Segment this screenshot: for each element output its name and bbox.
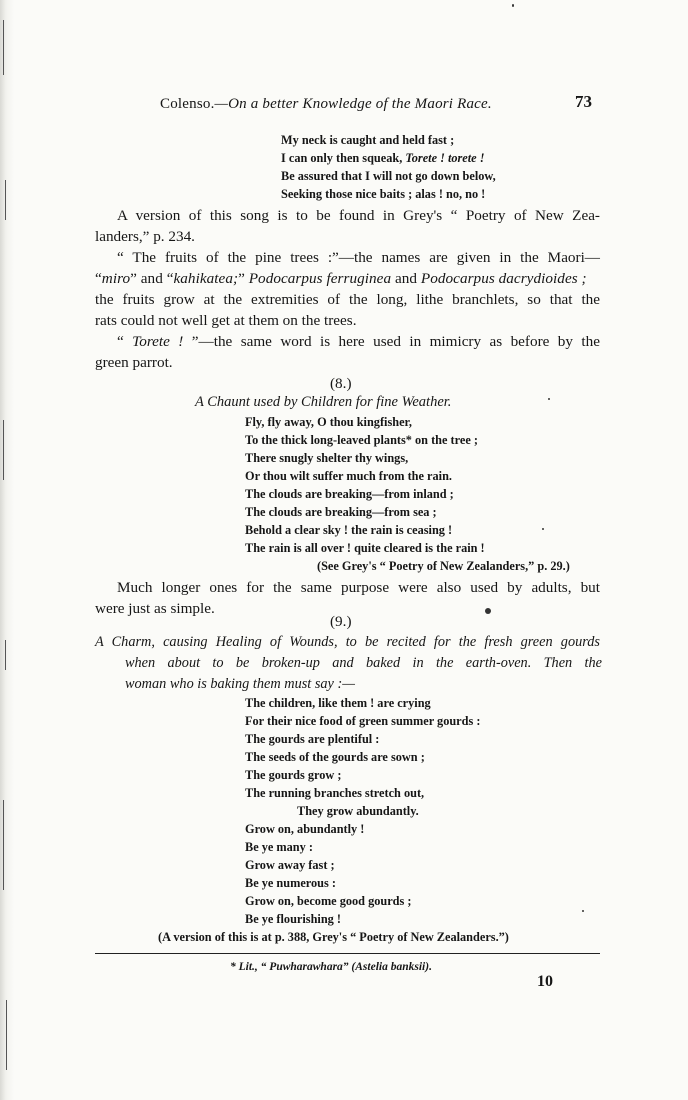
footnote: * Lit., “ Puwharawhara” (Astelia banksii). bbox=[230, 961, 432, 973]
verse-line: Behold a clear sky ! the rain is ceasing ! bbox=[245, 523, 453, 537]
verse-line: The children, like them ! are crying bbox=[245, 696, 431, 710]
ink-speck bbox=[512, 4, 514, 7]
paragraph-line: were just as simple. bbox=[95, 600, 215, 617]
running-header bbox=[160, 96, 492, 113]
paragraph-line: A version of this song is to be found in Grey's “ Poetry of New Zea- bbox=[117, 207, 600, 224]
section-number: (8.) bbox=[330, 375, 352, 392]
paragraph-line: rats could not well get at them on the trees. bbox=[95, 312, 357, 329]
header-author: Colenso. bbox=[160, 96, 215, 112]
paragraph-line: “miro” and “kahikatea;” Podocarpus ferruginea and Podocarpus dacrydioides ; bbox=[95, 270, 587, 287]
verse-line: Be ye numerous : bbox=[245, 876, 336, 890]
verse-line: The gourds grow ; bbox=[245, 768, 342, 782]
verse-line: The clouds are breaking—from inland ; bbox=[245, 487, 454, 501]
verse-line: Be ye flourishing ! bbox=[245, 912, 341, 926]
verse-line: The gourds are plentiful : bbox=[245, 732, 380, 746]
paragraph-line: Much longer ones for the same purpose were also used by adults, but bbox=[117, 579, 600, 596]
ink-speck bbox=[548, 398, 550, 400]
verse-source: (A version of this is at p. 388, Grey's “ Poetry of New Zealanders.”) bbox=[158, 930, 509, 944]
verse-line: The clouds are breaking—from sea ; bbox=[245, 505, 437, 519]
section-number: (9.) bbox=[330, 613, 352, 630]
section-title: woman who is baking them must say :— bbox=[125, 676, 355, 692]
section-title: A Charm, causing Healing of Wounds, to be recited for the fresh green gourds bbox=[95, 634, 600, 650]
footnote-rule bbox=[95, 953, 600, 954]
verse-source: (See Grey's “ Poetry of New Zealanders,” p. 29.) bbox=[317, 559, 570, 573]
verse-line: To the thick long-leaved plants* on the tree ; bbox=[245, 433, 478, 447]
ink-speck bbox=[542, 528, 544, 530]
signature-mark: 10 bbox=[537, 973, 553, 990]
verse-line: Grow on, become good gourds ; bbox=[245, 894, 412, 908]
verse1-line: My neck is caught and held fast ; bbox=[281, 133, 455, 147]
verse-line: The seeds of the gourds are sown ; bbox=[245, 750, 425, 764]
verse1-line: Seeking those nice baits ; alas ! no, no ! bbox=[281, 187, 486, 201]
section-title: when about to be broken-up and baked in the earth-oven. Then the bbox=[125, 655, 602, 671]
verse-line: For their nice food of green summer gourds : bbox=[245, 714, 481, 728]
paragraph-line: landers,” p. 234. bbox=[95, 228, 195, 245]
header-title: —On a better Knowledge of the Maori Race. bbox=[214, 96, 492, 112]
verse1-line: Be assured that I will not go down below, bbox=[281, 169, 496, 183]
verse-line: Fly, fly away, O thou kingfisher, bbox=[245, 415, 412, 429]
paragraph-line: “ Torete ! ”—the same word is here used in mimicry as before by the bbox=[117, 333, 600, 350]
ink-speck bbox=[582, 910, 584, 912]
verse-line: The running branches stretch out, bbox=[245, 786, 425, 800]
verse-line: They grow abundantly. bbox=[297, 804, 419, 818]
paragraph-line: “ The fruits of the pine trees :”—the names are given in the Maori— bbox=[117, 249, 600, 266]
section-title: A Chaunt used by Children for fine Weather. bbox=[195, 394, 452, 410]
verse-line: Grow away fast ; bbox=[245, 858, 335, 872]
paragraph-line: the fruits grow at the extremities of the long, lithe branchlets, so that the bbox=[95, 291, 600, 308]
verse-line: Be ye many : bbox=[245, 840, 313, 854]
page-number: 73 bbox=[575, 92, 592, 111]
verse-line: Or thou wilt suffer much from the rain. bbox=[245, 469, 452, 483]
ink-speck bbox=[485, 608, 491, 614]
verse-line: The rain is all over ! quite cleared is the rain ! bbox=[245, 541, 485, 555]
page-binding-edge bbox=[0, 0, 14, 1100]
paragraph-line: green parrot. bbox=[95, 354, 173, 371]
verse1-line: I can only then squeak, Torete ! torete ! bbox=[281, 151, 485, 165]
verse-line: There snugly shelter thy wings, bbox=[245, 451, 409, 465]
verse-line: Grow on, abundantly ! bbox=[245, 822, 365, 836]
